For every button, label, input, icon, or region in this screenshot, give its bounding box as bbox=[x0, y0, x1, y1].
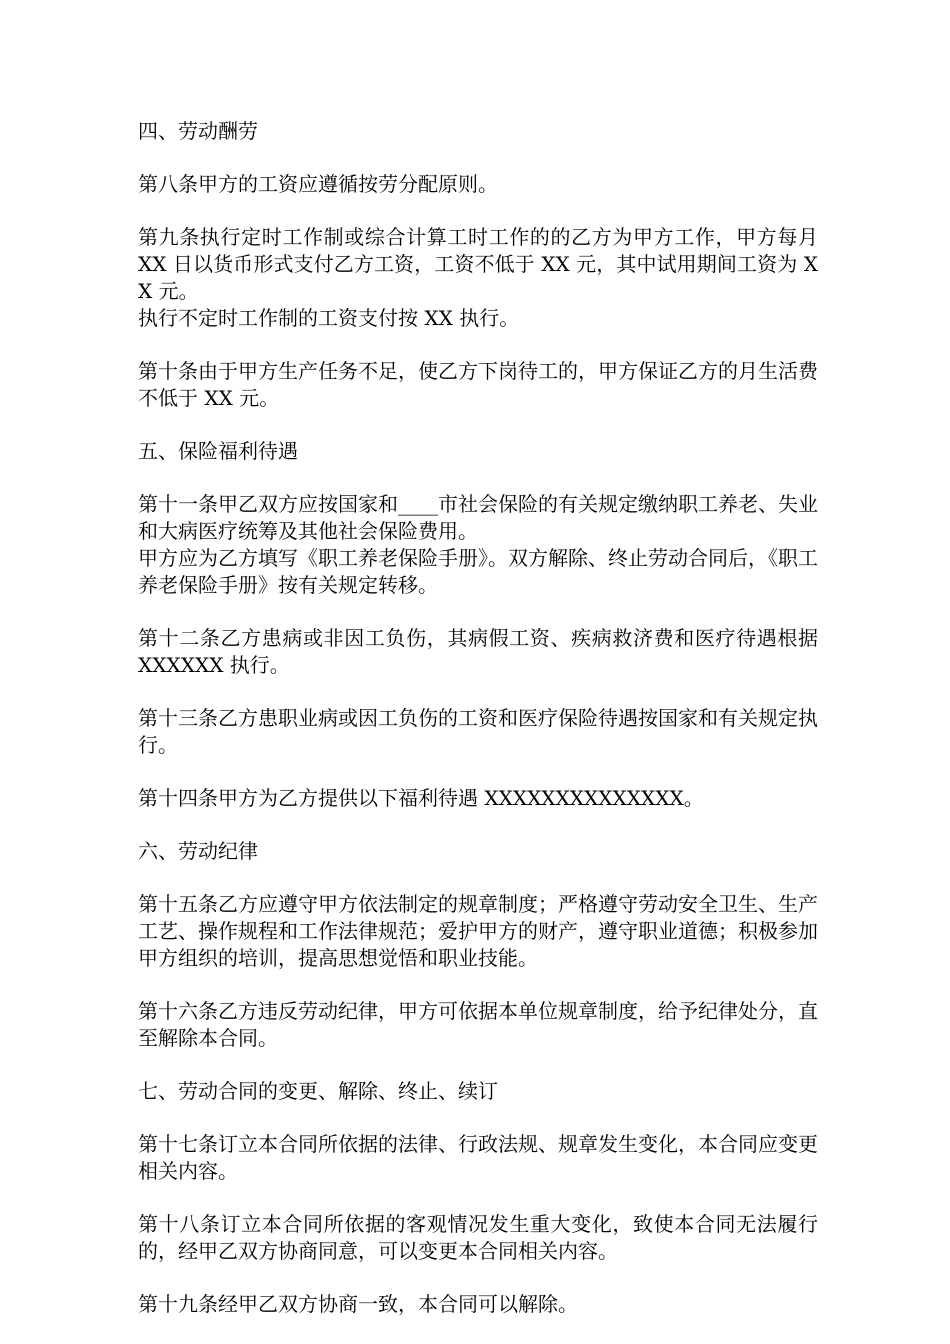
article-18 bbox=[138, 1211, 818, 1265]
article-10 bbox=[138, 358, 818, 412]
section-heading-discipline bbox=[138, 838, 818, 865]
paragraph-line: 第十八条订立本合同所依据的客观情况发生重大变化，致使本合同无法履行的，经甲乙双方协商同意，可以变更本合同相关内容。 bbox=[138, 1212, 818, 1263]
paragraph-line: 第九条执行定时工作制或综合计算工时工作的的乙方为甲方工作，甲方每月 XX 日以货币形式支付乙方工资，工资不低于 XX 元，其中试用期间工资为 XX 元。 bbox=[138, 225, 818, 303]
article-9 bbox=[138, 224, 818, 332]
article-19 bbox=[138, 1291, 818, 1318]
paragraph-line: 执行不定时工作制的工资支付按 XX 执行。 bbox=[138, 306, 520, 330]
paragraph-line: 第十六条乙方违反劳动纪律，甲方可依据本单位规章制度，给予纪律处分，直至解除本合同。 bbox=[138, 999, 818, 1050]
paragraph-line: 第八条甲方的工资应遵循按劳分配原则。 bbox=[138, 172, 498, 196]
heading-text: 四、劳动酬劳 bbox=[138, 119, 258, 143]
section-heading-wages bbox=[138, 118, 818, 145]
section-heading-insurance bbox=[138, 438, 818, 465]
heading-text: 六、劳动纪律 bbox=[138, 839, 258, 863]
article-13 bbox=[138, 705, 818, 759]
article-16 bbox=[138, 998, 818, 1052]
paragraph-line: 第十一条甲乙双方应按国家和____市社会保险的有关规定缴纳职工养老、失业和大病医疗统筹及其他社会保险费用。 bbox=[138, 492, 818, 543]
paragraph-line: 第十条由于甲方生产任务不足，使乙方下岗待工的，甲方保证乙方的月生活费不低于 XX 元。 bbox=[138, 359, 818, 410]
article-11 bbox=[138, 491, 818, 599]
article-17 bbox=[138, 1131, 818, 1185]
paragraph-line: 第十九条经甲乙双方协商一致，本合同可以解除。 bbox=[138, 1292, 578, 1316]
section-heading-contract-changes bbox=[138, 1078, 818, 1105]
article-12 bbox=[138, 625, 818, 679]
paragraph-line: 甲方应为乙方填写《职工养老保险手册》。双方解除、终止劳动合同后，《职工养老保险手册》按有关规定转移。 bbox=[138, 546, 818, 597]
paragraph-line: 第十五条乙方应遵守甲方依法制定的规章制度；严格遵守劳动安全卫生、生产工艺、操作规程和工作法律规范；爱护甲方的财产，遵守职业道德；积极参加甲方组织的培训，提高思想觉悟和职业技能。 bbox=[138, 892, 818, 970]
article-15 bbox=[138, 891, 818, 972]
heading-text: 七、劳动合同的变更、解除、终止、续订 bbox=[138, 1079, 498, 1103]
article-8 bbox=[138, 171, 818, 198]
paragraph-line: 第十三条乙方患职业病或因工负伤的工资和医疗保险待遇按国家和有关规定执行。 bbox=[138, 706, 818, 757]
article-14 bbox=[138, 785, 818, 812]
paragraph-line: 第十四条甲方为乙方提供以下福利待遇 XXXXXXXXXXXXXX。 bbox=[138, 786, 704, 810]
paragraph-line: 第十二条乙方患病或非因工负伤，其病假工资、疾病救济费和医疗待遇根据 XXXXXX 执行。 bbox=[138, 626, 818, 677]
paragraph-line: 第十七条订立本合同所依据的法律、行政法规、规章发生变化，本合同应变更相关内容。 bbox=[138, 1132, 818, 1183]
document-page bbox=[138, 118, 818, 1344]
heading-text: 五、保险福利待遇 bbox=[138, 439, 298, 463]
